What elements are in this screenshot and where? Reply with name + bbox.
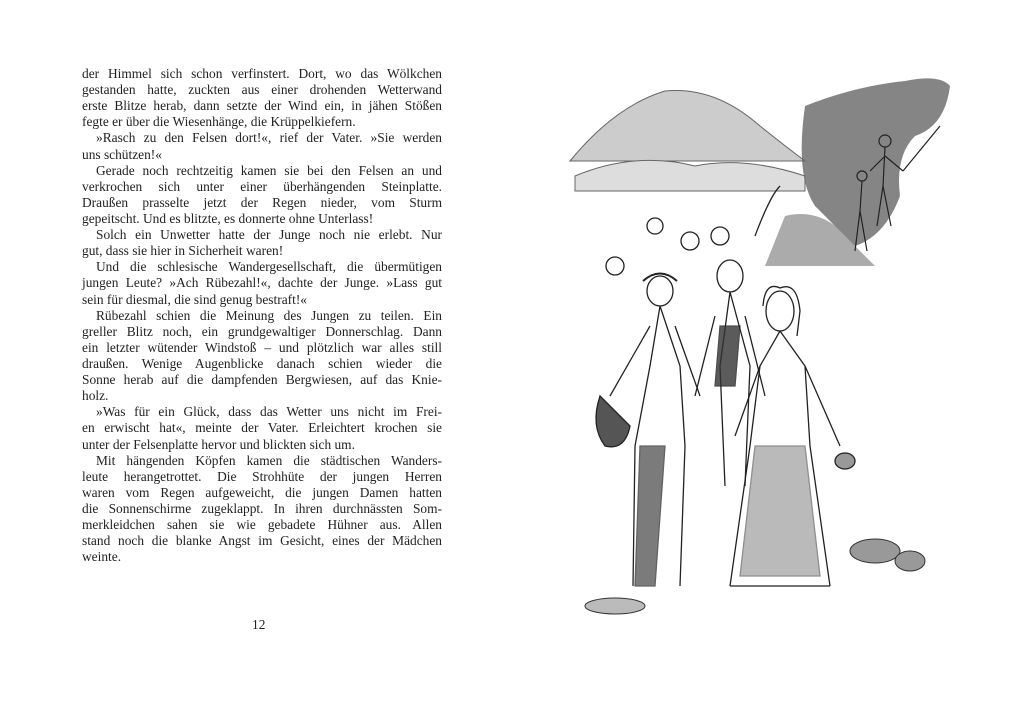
text-line: uns schützen!« xyxy=(82,146,162,162)
text-line: gut, dass sie hier in Sicherheit waren! xyxy=(82,243,284,259)
ink-illustration xyxy=(555,66,960,636)
text-line: Sonne herab auf die dampfenden Bergwiesen, auf das Knie- xyxy=(82,372,442,388)
text-line: Draußen prasselte jetzt der Regen nieder, vom Sturm xyxy=(82,194,442,210)
paragraph xyxy=(82,259,442,307)
text-line: »Rasch zu den Felsen dort!«, rief der Vater. »Sie werden xyxy=(96,130,442,146)
text-line: draußen. Wenige Augenblicke danach schien wieder die xyxy=(82,355,442,371)
text-line: Solch ein Unwetter hatte der Junge noch nie erlebt. Nur xyxy=(96,227,442,243)
text-line: unter der Felsenplatte hervor und blickten sich um. xyxy=(82,436,355,452)
text-line: merkleidchen sahen sie wie gebadete Hühner aus. Allen xyxy=(82,517,442,533)
text-line: gestanden hatte, zuckten aus einer drohenden Wetterwand xyxy=(82,82,442,98)
text-line: Gerade noch rechtzeitig kamen sie bei den Felsen an und xyxy=(96,162,442,178)
text-line: gepeitscht. Und es blitzte, es donnerte ohne Unterlass! xyxy=(82,210,374,226)
text-line: erste Blitze herab, dann setzte der Wind ein, in jähen Stößen xyxy=(82,98,442,114)
text-line: verkrochen sich unter einer überhängenden Steinplatte. xyxy=(82,178,442,194)
text-line: holz. xyxy=(82,388,109,404)
page-number: 12 xyxy=(252,617,266,632)
paragraph xyxy=(82,404,442,452)
text-line: Mit hängenden Köpfen kamen die städtischen Wanders- xyxy=(96,452,442,468)
text-line: stand noch die blanke Angst im Gesicht, eines der Mädchen xyxy=(82,533,442,549)
text-line: greller Blitz noch, ein grundgewaltiger Donnerschlag. Dann xyxy=(82,323,442,339)
text-line: en erwischt hat«, meinte der Vater. Erleichtert krochen sie xyxy=(82,420,442,436)
text-line: jungen Leute? »Ach Rübezahl!«, dachte der Junge. »Lass gut xyxy=(82,275,442,291)
text-line: die Sonnenschirme zugeklappt. In ihren durchnässten Som- xyxy=(82,500,442,516)
paragraph xyxy=(82,163,442,227)
text-line: sein für diesmal, die sind genug bestraft!« xyxy=(82,291,307,307)
text-line: ein letzter wütender Windstoß – und plötzlich war alles still xyxy=(82,339,442,355)
body-text xyxy=(82,66,442,565)
mountains xyxy=(570,90,805,191)
text-line: Rübezahl schien die Meinung des Jungen zu teilen. Ein xyxy=(96,307,442,323)
text-line: Und die schlesische Wandergesellschaft, die übermütigen xyxy=(96,259,442,275)
text-line: waren vom Regen aufgeweicht, die jungen Damen hatten xyxy=(82,484,442,500)
paragraph xyxy=(82,66,442,130)
paragraph xyxy=(82,453,442,566)
paragraph xyxy=(82,227,442,259)
text-line: leute herangetrottet. Die Strohhüte der jungen Herren xyxy=(82,468,442,484)
paragraph xyxy=(82,308,442,405)
text-line: fegte er über die Wiesenhänge, die Krüppelkiefern. xyxy=(82,114,356,130)
text-line: der Himmel sich schon verfinstert. Dort, wo das Wölkchen xyxy=(82,66,442,81)
text-line: weinte. xyxy=(82,549,122,565)
text-line: »Was für ein Glück, dass das Wetter uns nicht im Frei- xyxy=(96,404,442,420)
paragraph xyxy=(82,130,442,162)
